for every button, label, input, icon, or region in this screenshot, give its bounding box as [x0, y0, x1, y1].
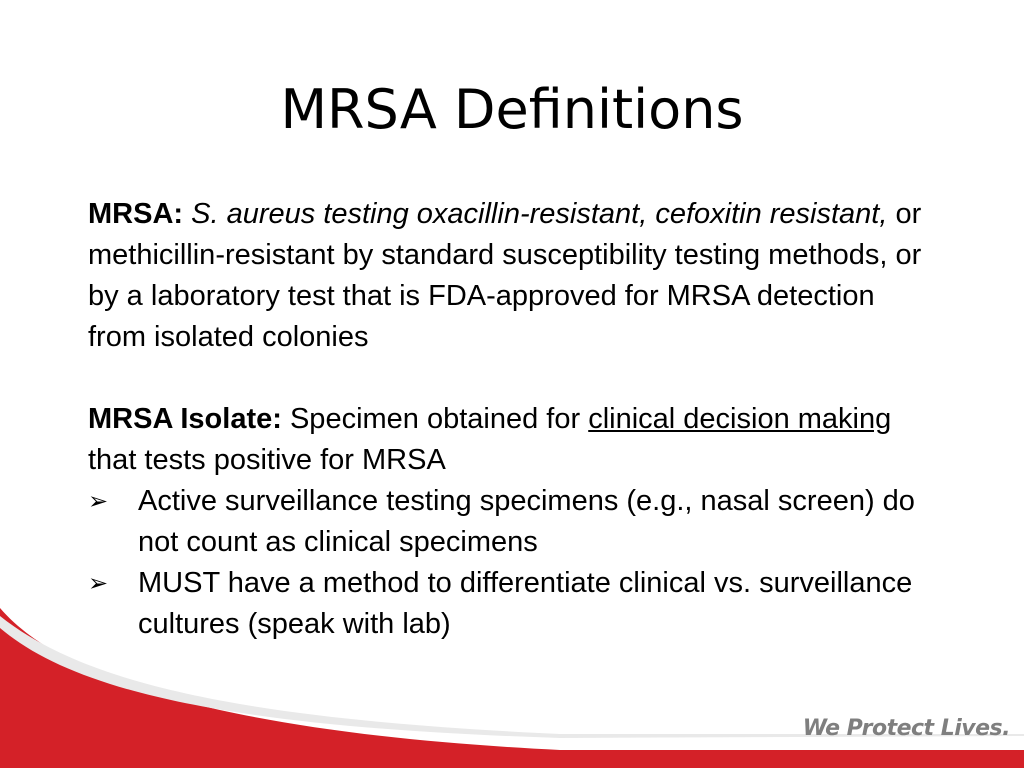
bullet-text: MUST have a method to differentiate clinical vs. surveillance cultures (speak with lab) [138, 567, 913, 640]
bullet-item [88, 563, 938, 645]
definition-mrsa-isolate [88, 399, 938, 481]
definition-mrsa [88, 194, 938, 358]
definition-text: that tests positive for MRSA [88, 444, 446, 476]
definition-term: MRSA Isolate: [88, 403, 282, 435]
definition-term: MRSA: [88, 198, 184, 230]
arrow-bullet-icon: ➢ [88, 569, 109, 597]
paragraph-spacer [88, 358, 938, 399]
definition-text: or methicillin-resistant by standard susceptibility testing methods, or by a laboratory test that is FDA-approved for MRSA detection from isolated colonies [88, 198, 922, 353]
tagline-logo: We Protect Lives. [802, 716, 1010, 741]
definition-text: Specimen obtained for [289, 403, 581, 435]
slide-body [88, 194, 938, 645]
arrow-bullet-icon: ➢ [88, 487, 109, 515]
definition-italic-text: S. aureus testing oxacillin-resistant, cefoxitin resistant, [191, 198, 888, 230]
bullet-text: Active surveillance testing specimens (e.g., nasal screen) do not count as clinical specimens [138, 485, 915, 558]
bullet-list [88, 481, 938, 645]
bullet-item [88, 481, 938, 563]
underlined-term: clinical decision making [588, 403, 892, 435]
slide-title: MRSA Definitions [280, 78, 744, 141]
